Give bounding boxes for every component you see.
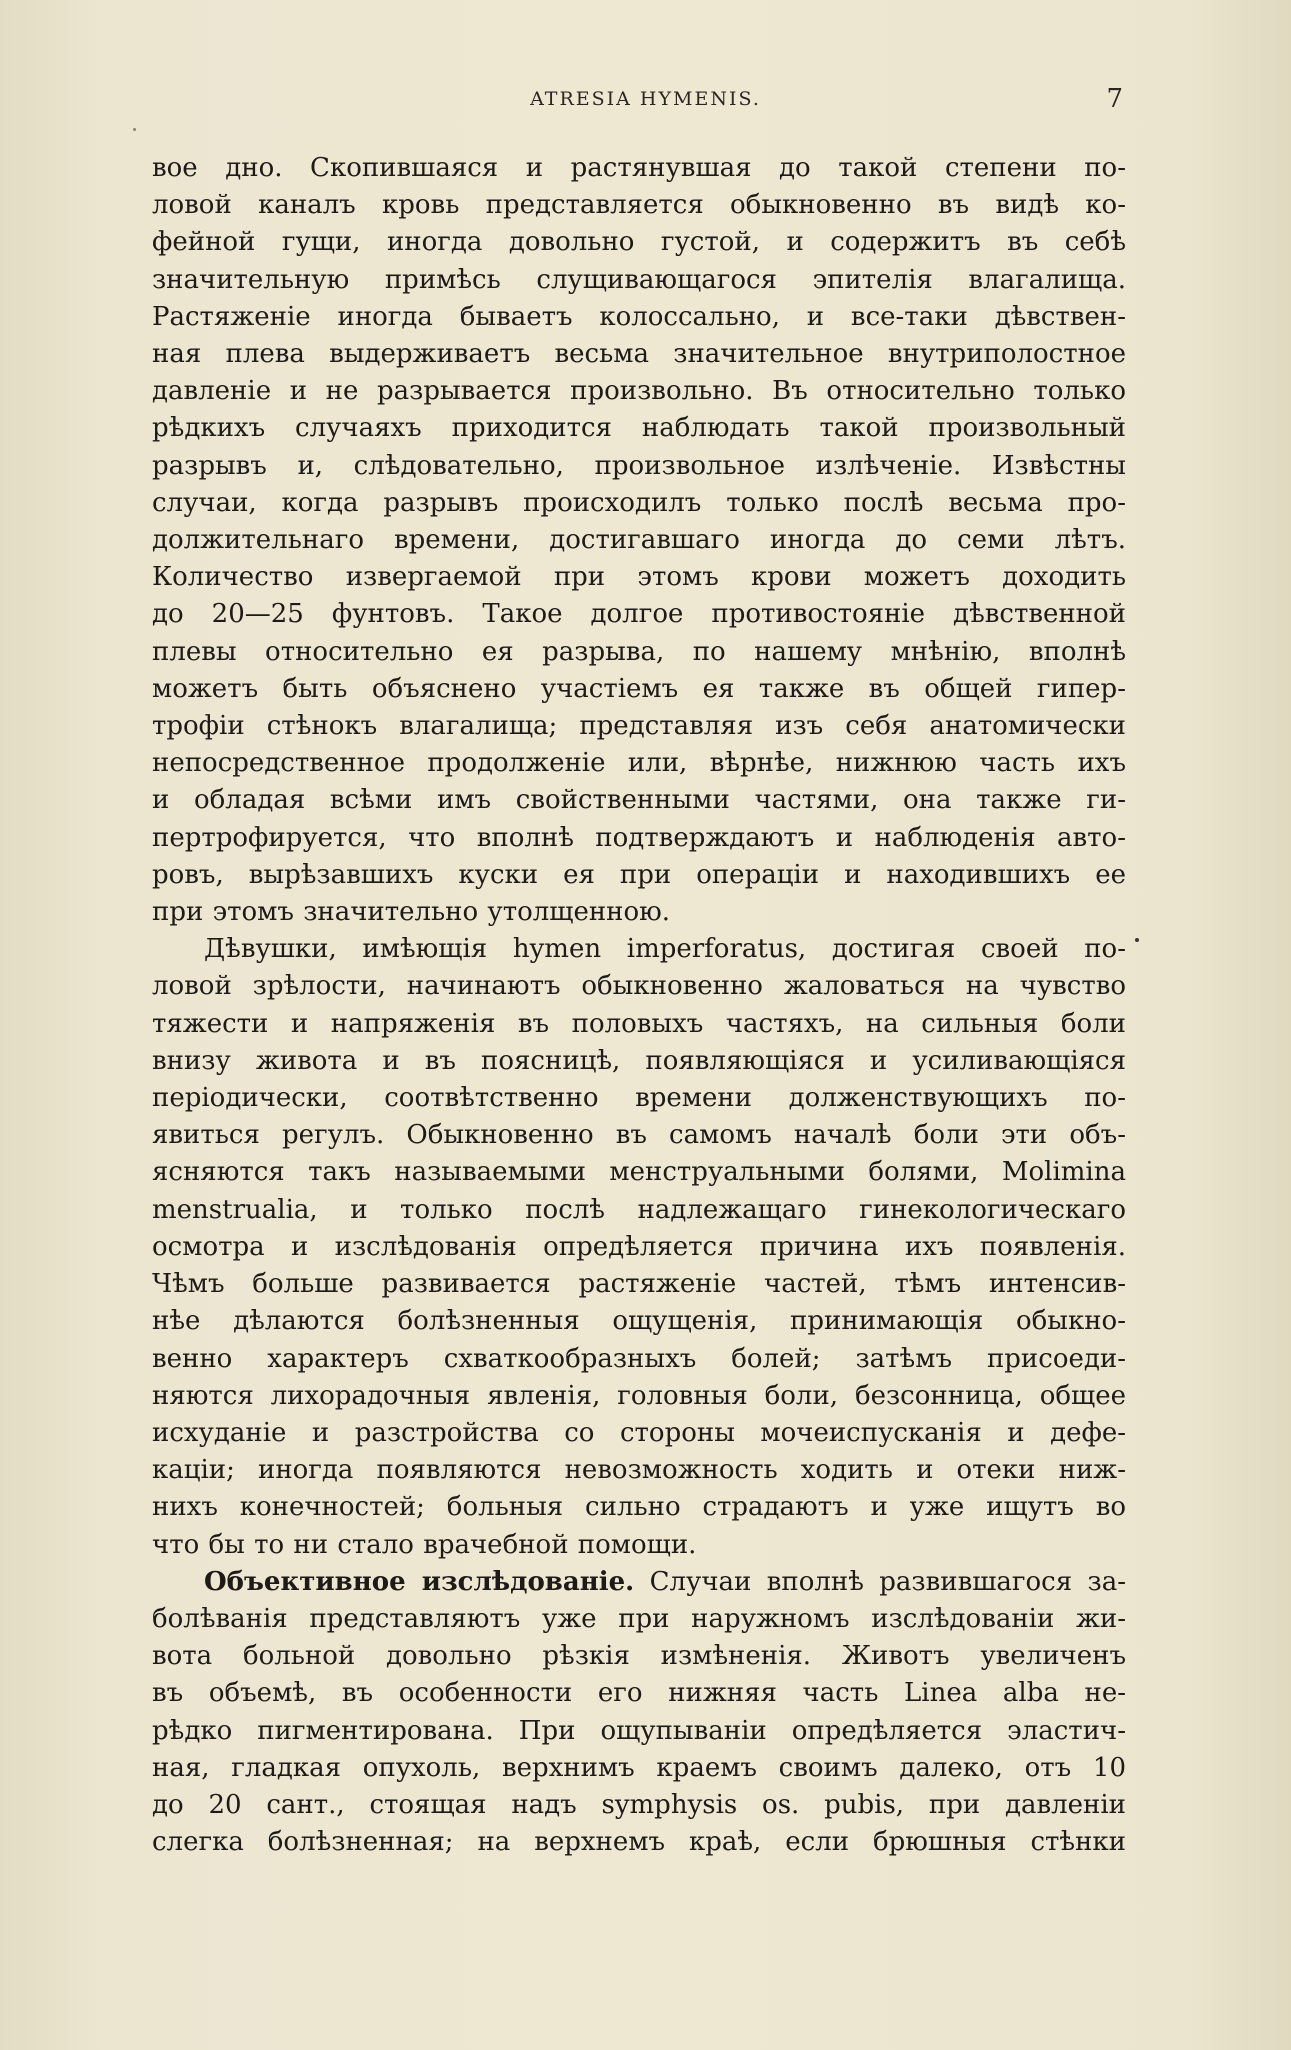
- text-line: непосредственное продолженіе или, вѣрнѣе, нижнюю часть ихъ: [152, 748, 1126, 779]
- paragraph-symptoms: [152, 931, 1126, 1563]
- body-text: [152, 150, 1126, 1861]
- text-line: нихъ конечностей; больныя сильно страдаютъ и уже ищутъ во: [152, 1492, 1126, 1523]
- text-line: вота больной довольно рѣзкія измѣненія. Животъ увеличенъ: [152, 1641, 1126, 1672]
- paper-speck: [133, 128, 136, 131]
- text-line: болѣванія представляютъ уже при наружномъ изслѣдованіи жи-: [152, 1603, 1126, 1634]
- text-line: Чѣмъ больше развивается растяженіе частей, тѣмъ интенсив-: [152, 1269, 1126, 1300]
- text-line: можетъ быть объяснено участіемъ ея также въ общей гипер-: [152, 673, 1126, 704]
- text-line: тяжести и напряженія въ половыхъ частяхъ, на сильныя боли: [152, 1008, 1126, 1039]
- text-line: menstrualia, и только послѣ надлежащаго гинекологическаго: [152, 1194, 1126, 1225]
- text-line: ясняются такъ называемыми менструальными болями, Molimina: [152, 1157, 1126, 1188]
- text-line: явиться регулъ. Обыкновенно въ самомъ началѣ боли эти объ-: [152, 1120, 1126, 1151]
- text-line: значительную примѣсь слущивающагося эпителія влагалища.: [152, 264, 1126, 295]
- heading-line-rest: Случаи вполнѣ развившагося за-: [634, 1566, 1126, 1597]
- text-line: Растяженіе иногда бываетъ колоссально, и все-таки дѣвствен-: [152, 301, 1126, 332]
- running-head: [0, 86, 1291, 116]
- text-line: слегка болѣзненная; на верхнемъ краѣ, если брюшныя стѣнки: [152, 1827, 1126, 1858]
- page-number: 7: [1106, 84, 1123, 114]
- text-line: случаи, когда разрывъ происходилъ только послѣ весьма про-: [152, 487, 1126, 518]
- text-line: Дѣвушки, имѣющія hymen imperforatus, достигая своей по-: [204, 934, 1126, 965]
- section-heading: Объективное изслѣдованіе.: [204, 1566, 635, 1597]
- text-line: при этомъ значительно утолщенною.: [152, 897, 671, 928]
- text-line: ная, гладкая опухоль, верхнимъ краемъ своимъ далеко, отъ 10: [152, 1752, 1126, 1783]
- text-line: до 20 сант., стоящая надъ symphysis os. pubis, при давленіи: [152, 1789, 1126, 1820]
- text-line: исхуданіе и разстройства со стороны мочеиспусканія и дефе-: [152, 1417, 1126, 1448]
- text-line: и обладая всѣми имъ свойственными частями, она также ги-: [152, 785, 1126, 816]
- text-line: что бы то ни стало врачебной помощи.: [152, 1529, 697, 1560]
- text-line: венно характеръ схваткообразныхъ болей; затѣмъ присоеди-: [152, 1343, 1126, 1374]
- text-line: давленіе и не разрывается произвольно. Въ относительно только: [152, 376, 1126, 407]
- text-line: разрывъ и, слѣдовательно, произвольное излѣченіе. Извѣстны: [152, 450, 1126, 481]
- text-line: осмотра и изслѣдованія опредѣляется причина ихъ появленія.: [152, 1231, 1126, 1262]
- text-line: плевы относительно ея разрыва, по нашему мнѣнію, вполнѣ: [152, 636, 1126, 667]
- text-line: до 20—25 фунтовъ. Такое долгое противостояніе дѣвственной: [152, 599, 1126, 630]
- text-line: рѣдко пигментирована. При ощупываніи опредѣляется эластич-: [152, 1715, 1126, 1746]
- text-line: ловой каналъ кровь представляется обыкновенно въ видѣ ко-: [152, 190, 1126, 221]
- text-line: вое дно. Скопившаяся и растянувшая до такой степени по-: [152, 153, 1126, 183]
- margin-mark: [1135, 938, 1139, 942]
- text-line: [152, 1564, 1126, 1601]
- text-line: трофіи стѣнокъ влагалища; представляя изъ себя анатомически: [152, 711, 1126, 742]
- running-title: ATRESIA HYMENIS.: [530, 88, 761, 110]
- text-line: ловой зрѣлости, начинаютъ обыкновенно жаловаться на чувство: [152, 971, 1126, 1002]
- text-line: ровъ, вырѣзавшихъ куски ея при операціи и находившихъ ее: [152, 859, 1126, 890]
- text-line: должительнаго времени, достигавшаго иногда до семи лѣтъ.: [152, 525, 1126, 556]
- text-line: внизу живота и въ поясницѣ, появляющіяся и усиливающіяся: [152, 1045, 1126, 1076]
- text-line: въ объемѣ, въ особенности его нижняя часть Linea alba не-: [152, 1678, 1126, 1709]
- text-line: періодически, соотвѣтственно времени долженствующихъ по-: [152, 1083, 1126, 1114]
- text-line: каціи; иногда появляются невозможность ходить и отеки ниж-: [152, 1455, 1126, 1486]
- text-line: фейной гущи, иногда довольно густой, и содержитъ въ себѣ: [152, 227, 1126, 258]
- paragraph-continuation: [152, 150, 1126, 931]
- text-line: пертрофируется, что вполнѣ подтверждаютъ и наблюденія авто-: [152, 822, 1126, 853]
- text-line: Количество извергаемой при этомъ крови можетъ доходить: [152, 562, 1126, 593]
- text-line: ная плева выдерживаетъ весьма значительное внутриполостное: [152, 339, 1126, 370]
- text-line: рѣдкихъ случаяхъ приходится наблюдать такой произвольный: [152, 413, 1126, 444]
- paragraph-examination: [152, 1564, 1126, 1862]
- text-line: няются лихорадочныя явленія, головныя боли, безсонница, общее: [152, 1380, 1126, 1411]
- text-line: нѣе дѣлаются болѣзненныя ощущенія, принимающія обыкно-: [152, 1306, 1126, 1337]
